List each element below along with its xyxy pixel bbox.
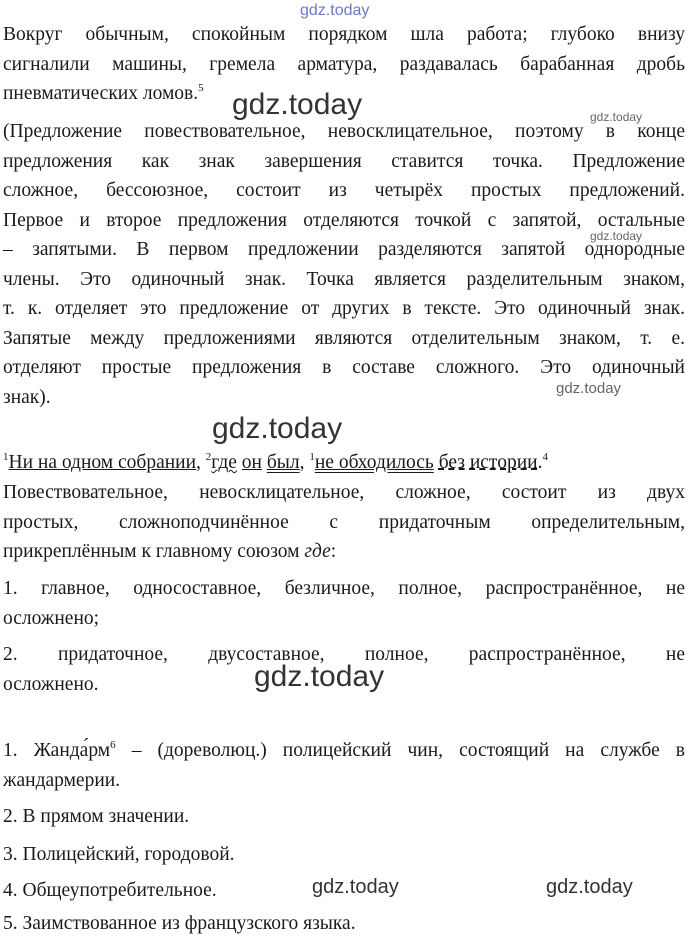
- footnote-mark: 4: [542, 451, 548, 463]
- analysis2-block: [3, 478, 685, 567]
- text-line: предложения как знак завершения ставится точка. Предложение: [3, 150, 685, 172]
- text-line: – запятыми. В первом предложении разделяются запятой однородные: [3, 239, 685, 260]
- word-analysis-item: [3, 802, 685, 832]
- italic-word: где: [304, 541, 331, 562]
- text-fragment: – (дореволюц.) полицейский чин, состоящий на службе в: [115, 740, 686, 761]
- text-line: (Предложение повествовательное, невосклицательное, поэтому в конце: [3, 121, 685, 142]
- text-line: знак).: [3, 386, 51, 408]
- word-analysis-item: [3, 876, 685, 906]
- sentence2-block: [3, 448, 685, 478]
- watermark: gdz.today: [232, 88, 363, 121]
- text-line: отделяют простые предложения в составе сложного. Это одиночный: [3, 357, 685, 378]
- text-line: осложнено;: [3, 607, 100, 629]
- text-line: [3, 448, 685, 478]
- text-line: 2. придаточное, двусоставное, полное, распространённое, не: [3, 644, 685, 665]
- text-fragment: 1. Жанда́рм: [3, 740, 111, 761]
- footnote-mark: 6: [110, 739, 116, 751]
- text-line: Вокруг обычным, спокойным порядком шла работа; глубоко внизу: [3, 24, 685, 45]
- clause-1: Ни на одном собрании: [8, 452, 197, 473]
- text-line: 3. Полицейский, городовой.: [3, 844, 235, 865]
- watermark: gdz.today: [556, 380, 622, 397]
- watermark: gdz.today: [254, 660, 385, 693]
- text-line: Первое и второе предложения отделяются точкой с запятой, остальные: [3, 209, 685, 231]
- text-line: жандармерии.: [3, 769, 121, 791]
- clause-mark: 2: [205, 451, 212, 463]
- watermark: gdz.today: [546, 876, 633, 898]
- list-item: [3, 640, 685, 699]
- clause-mark: 1: [309, 451, 315, 463]
- sentence-block: [3, 20, 685, 109]
- text-line: 4. Общеупотребительное.: [3, 880, 217, 901]
- text-line: осложнено.: [3, 673, 99, 695]
- watermark: gdz.today: [590, 110, 643, 124]
- text-line: т. к. отделяет это предложение от других в тексте. Это одиночный знак.: [3, 298, 685, 319]
- watermark: gdz.today: [312, 876, 399, 898]
- text-line: простых, сложноподчинённое с придаточным определительным,: [3, 511, 685, 533]
- text-line: [3, 736, 685, 766]
- list-item: [3, 574, 685, 633]
- text-fragment: пневматических ломов.: [3, 83, 199, 104]
- analysis-block: [3, 117, 685, 412]
- clause-mark: 1: [3, 451, 9, 463]
- text-line: Повествовательное, невосклицательное, сложное, состоит из двух: [3, 482, 685, 503]
- clause-3-adverbial: без истории: [438, 452, 538, 473]
- punctuation: :: [330, 541, 337, 562]
- text-line: Запятые между предложениями являются отделительным знаком, т. е.: [3, 327, 685, 349]
- clause-2-predicate: был: [266, 452, 300, 473]
- clause-2-subject: он: [241, 452, 262, 473]
- word-analysis-item: [3, 840, 685, 870]
- clause-2-word: где: [211, 452, 237, 473]
- text-line: 5. Заимствованное из французского языка.: [3, 913, 356, 934]
- text-line: члены. Это одиночный знак. Точка является разделительным знаком,: [3, 268, 685, 290]
- footnote-mark: 5: [198, 82, 204, 94]
- punctuation: .: [537, 452, 543, 473]
- text-line: [3, 79, 685, 109]
- text-line: 1. главное, односоставное, безличное, полное, распространённое, не: [3, 578, 685, 599]
- text-line: сигналили машины, гремела арматура, раздавалась барабанная дробь: [3, 53, 685, 75]
- watermark: gdz.today: [590, 229, 643, 243]
- word-analysis-item: [3, 909, 685, 939]
- clause-3-predicate: не обходилось: [314, 452, 434, 473]
- text-fragment: прикреплённым к главному союзом: [3, 541, 305, 562]
- punctuation: ,: [299, 452, 310, 473]
- watermark-top: gdz.today: [300, 2, 370, 19]
- punctuation: ,: [196, 452, 206, 473]
- text-line: сложное, бессоюзное, состоит из четырёх простых предложений.: [3, 180, 685, 201]
- text-line: [3, 537, 685, 567]
- text-line: 2. В прямом значении.: [3, 806, 190, 827]
- word-analysis-block: [3, 736, 685, 795]
- watermark: gdz.today: [212, 412, 343, 445]
